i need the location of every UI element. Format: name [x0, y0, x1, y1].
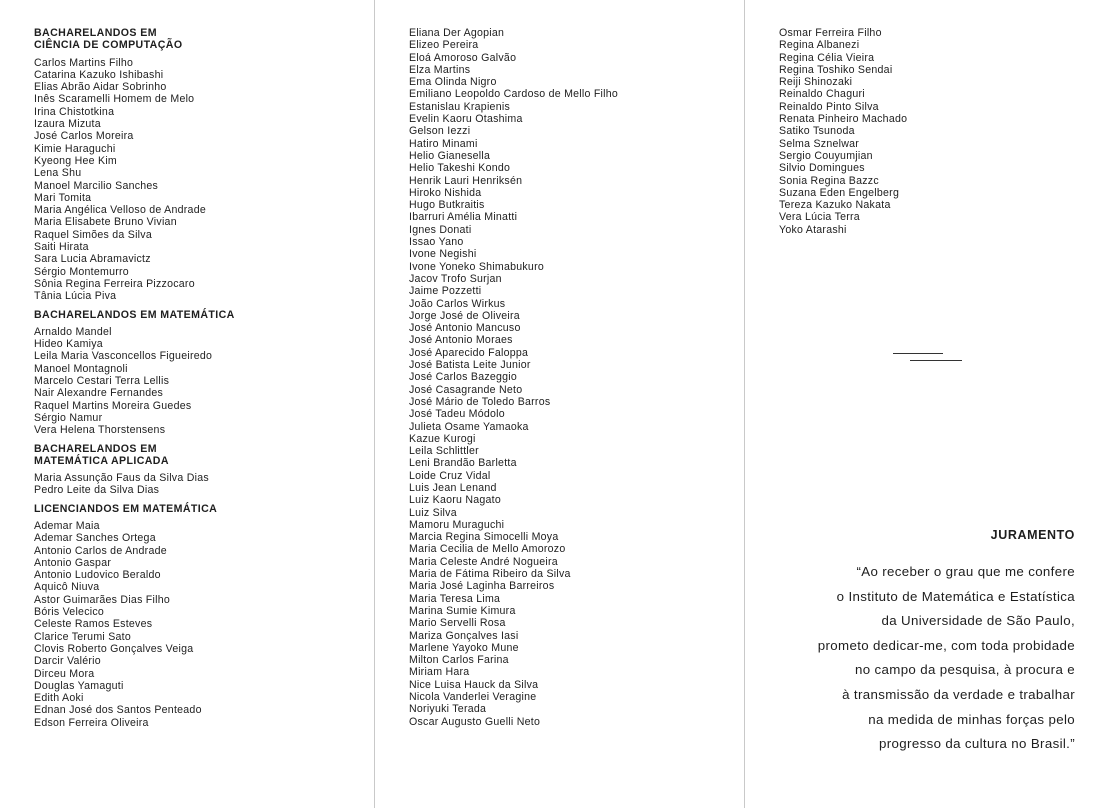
graduate-name: Ivone Yoneko Shimabukuro	[409, 260, 544, 273]
graduate-name: Silvio Domingues	[779, 162, 865, 175]
graduate-name: Jacov Trofo Surjan	[409, 272, 502, 285]
graduate-name: Emiliano Leopoldo Cardoso de Mello Filho	[409, 88, 619, 101]
oath-line: da Universidade de São Paulo,	[881, 613, 1075, 629]
graduate-name: Manoel Montagnoli	[34, 362, 128, 375]
graduate-name: Maria José Laginha Barreiros	[409, 580, 555, 593]
graduate-name: Regina Albanezi	[779, 39, 860, 52]
graduate-name: Ademar Maia	[34, 519, 100, 532]
graduate-name: Luiz Silva	[409, 506, 457, 519]
oath-title: JURAMENTO	[990, 528, 1075, 542]
graduate-name: Kimie Haraguchi	[34, 142, 116, 155]
graduate-name: Maria Cecilia de Mello Amorozo	[409, 543, 566, 556]
graduate-name: Eliana Der Agopian	[409, 27, 505, 39]
graduate-name: Issao Yano	[409, 236, 464, 249]
oath-line: o Instituto de Matemática e Estatística	[836, 588, 1075, 604]
graduate-name: Helio Takeshi Kondo	[409, 162, 511, 175]
graduate-name: Ademar Sanches Ortega	[34, 532, 156, 545]
graduate-name: Sergio Couyumjian	[779, 149, 873, 162]
graduate-name: Manoel Marcilio Sanches	[34, 179, 159, 192]
graduate-name: Izaura Mizuta	[34, 118, 101, 131]
graduate-name: Helio Gianesella	[409, 149, 491, 162]
graduate-name: José Carlos Bazeggio	[409, 371, 518, 384]
graduate-name: Sérgio Namur	[34, 411, 103, 424]
graduate-name: Sonia Regina Bazzc	[779, 174, 879, 187]
graduate-name: Nair Alexandre Fernandes	[34, 387, 164, 400]
graduate-name: Edith Aoki	[34, 692, 84, 705]
graduate-name: Inês Scaramelli Homem de Melo	[34, 93, 195, 106]
graduate-name: Osmar Ferreira Filho	[779, 27, 882, 39]
graduate-name: Antonio Carlos de Andrade	[34, 544, 167, 557]
graduate-name: Regina Toshiko Sendai	[779, 63, 893, 76]
graduate-name: Clovis Roberto Gonçalves Veiga	[34, 642, 194, 655]
graduate-name: Mariza Gonçalves Iasi	[409, 629, 519, 642]
section-heading-line: MATEMÁTICA APLICADA	[34, 454, 169, 467]
graduate-name: José Antonio Moraes	[409, 334, 513, 347]
graduate-name: José Antonio Mancuso	[409, 322, 521, 335]
page-fold-left	[374, 0, 375, 808]
graduate-name: Gelson Iezzi	[409, 125, 471, 138]
graduate-name: José Batista Leite Junior	[409, 359, 531, 372]
graduate-name: Eloá Amoroso Galvão	[409, 51, 517, 64]
graduate-name: Lena Shu	[34, 167, 82, 180]
graduate-name: Edson Ferreira Oliveira	[34, 716, 149, 729]
graduate-name: João Carlos Wirkus	[409, 297, 506, 310]
oath-line: progresso da cultura no Brasil.”	[879, 736, 1075, 752]
graduate-name: Marina Sumie Kimura	[409, 604, 516, 617]
graduate-name: Miriam Hara	[409, 666, 470, 679]
section-heading	[34, 443, 235, 468]
graduate-name: Ignes Donati	[409, 223, 472, 236]
graduate-name: José Casagrande Neto	[409, 383, 523, 396]
degree-section	[34, 443, 235, 497]
graduate-name: Evelin Kaoru Otashima	[409, 113, 523, 126]
degree-section	[34, 503, 235, 729]
graduate-name: Dirceu Mora	[34, 667, 95, 680]
graduate-name: Vera Helena Thorstensens	[34, 424, 166, 437]
graduate-name: Astor Guimarães Dias Filho	[34, 593, 171, 606]
section-heading	[34, 309, 235, 321]
graduate-name: Luiz Kaoru Nagato	[409, 494, 502, 507]
degree-section	[34, 27, 235, 303]
graduate-name: Ibarruri Amélia Minatti	[409, 211, 518, 224]
graduate-name: Celeste Ramos Esteves	[34, 618, 153, 631]
graduate-name: Julieta Osame Yamaoka	[409, 420, 529, 433]
graduate-name: Hugo Butkraitis	[409, 199, 485, 212]
graduate-name: Oscar Augusto Guelli Neto	[409, 715, 541, 728]
graduate-name: Darcir Valério	[34, 655, 101, 668]
oath-line: “Ao receber o grau que me confere	[856, 564, 1075, 579]
graduate-name: Henrik Lauri Henriksén	[409, 174, 523, 187]
graduate-name: Satiko Tsunoda	[779, 125, 855, 138]
graduate-name: Arnaldo Mandel	[34, 325, 112, 338]
graduate-name: Renata Pinheiro Machado	[779, 113, 908, 126]
graduate-name: Antonio Ludovico Beraldo	[34, 569, 161, 582]
graduate-name: Milton Carlos Farina	[409, 654, 509, 667]
graduate-name: Loide Cruz Vidal	[409, 469, 491, 482]
section-heading-line: BACHARELANDOS EM MATEMÁTICA	[34, 308, 235, 321]
graduate-name: Sara Lucia Abramavictz	[34, 253, 151, 266]
graduate-name: Antonio Gaspar	[34, 556, 112, 569]
graduate-name: Leila Schlittler	[409, 445, 479, 458]
graduate-name: Reinaldo Pinto Silva	[779, 100, 879, 113]
graduate-name: Maria Teresa Lima	[409, 592, 501, 605]
decorative-rule-top	[893, 353, 943, 354]
section-heading	[34, 503, 235, 515]
graduate-name: Maria Assunção Faus da Silva Dias	[34, 472, 209, 485]
oath-text	[818, 560, 1075, 757]
graduate-name: Ednan José dos Santos Penteado	[34, 704, 202, 717]
graduate-name: José Mário de Toledo Barros	[409, 395, 551, 408]
graduate-name: Maria Angélica Velloso de Andrade	[34, 204, 206, 217]
graduate-name: Elza Martins	[409, 63, 471, 76]
graduate-name: Leni Brandão Barletta	[409, 457, 517, 470]
graduate-name: Jaime Pozzetti	[409, 285, 482, 298]
graduate-name: Tereza Kazuko Nakata	[779, 199, 891, 212]
page-fold-right	[744, 0, 745, 808]
graduate-name: Nicola Vanderlei Veragine	[409, 691, 537, 704]
graduate-name: Yoko Atarashi	[779, 223, 847, 236]
graduate-name: Douglas Yamaguti	[34, 679, 124, 692]
oath-line: no campo da pesquisa, à procura e	[854, 662, 1075, 678]
graduate-name: Kyeong Hee Kim	[34, 154, 117, 167]
graduate-name: Reiji Shinozaki	[779, 76, 853, 89]
graduate-name: Tânia Lúcia Piva	[34, 290, 117, 303]
graduate-name: Selma Sznelwar	[779, 137, 860, 150]
graduate-name: Marlene Yayoko Mune	[409, 641, 519, 654]
graduate-name: Kazue Kurogi	[409, 432, 476, 445]
graduate-name: Clarice Terumi Sato	[34, 630, 131, 643]
graduate-name: Hideo Kamiya	[34, 338, 103, 351]
graduate-name: Saiti Hirata	[34, 241, 89, 254]
graduate-name: Aquicô Niuva	[34, 581, 100, 594]
graduate-name: Maria de Fátima Ribeiro da Silva	[409, 568, 571, 581]
graduate-name: Jorge José de Oliveira	[409, 309, 520, 322]
graduate-name: Irina Chistotkina	[34, 105, 115, 118]
graduate-name: Hiroko Nishida	[409, 186, 482, 199]
graduate-name: José Tadeu Módolo	[409, 408, 505, 421]
graduate-name: Vera Lúcia Terra	[779, 211, 860, 224]
section-heading	[34, 27, 235, 52]
graduate-name: Raquel Simões da Silva	[34, 228, 152, 241]
graduate-name: Hatiro Minami	[409, 137, 478, 150]
graduate-name: Mario Servelli Rosa	[409, 617, 506, 630]
graduate-name: Raquel Martins Moreira Guedes	[34, 399, 192, 412]
graduate-name: Sônia Regina Ferreira Pizzocaro	[34, 277, 195, 290]
section-heading-line: BACHARELANDOS EM	[34, 442, 157, 455]
graduate-name: Bóris Velecico	[34, 606, 105, 619]
graduate-name: Suzana Eden Engelberg	[779, 186, 900, 199]
column-3	[779, 27, 907, 236]
graduate-name: Marcelo Cestari Terra Lellis	[34, 375, 170, 388]
section-heading-line: BACHARELANDOS EM	[34, 27, 157, 39]
graduate-name: Leila Maria Vasconcellos Figueiredo	[34, 350, 213, 363]
graduate-name: Reinaldo Chaguri	[779, 88, 865, 101]
graduate-name: Luis Jean Lenand	[409, 481, 497, 494]
graduate-name: Noriyuki Terada	[409, 703, 487, 716]
graduate-name: José Carlos Moreira	[34, 130, 134, 143]
graduate-name: Elizeo Pereira	[409, 39, 479, 52]
graduate-name: Sérgio Montemurro	[34, 265, 129, 278]
graduate-name: Regina Célia Vieira	[779, 51, 875, 64]
graduate-name: Estanislau Krapienis	[409, 100, 510, 113]
graduate-name: Nice Luisa Hauck da Silva	[409, 678, 539, 691]
graduate-name: Pedro Leite da Silva Dias	[34, 484, 160, 497]
graduate-name: Catarina Kazuko Ishibashi	[34, 68, 164, 81]
degree-section	[34, 309, 235, 437]
graduate-name: Mamoru Muraguchi	[409, 518, 505, 531]
oath-line: prometo dedicar-me, com toda probidade	[817, 637, 1075, 653]
column-1	[34, 27, 235, 735]
section-heading-line: CIÊNCIA DE COMPUTAÇÃO	[34, 39, 183, 52]
section-heading-line: LICENCIANDOS EM MATEMÁTICA	[34, 502, 218, 515]
column-2	[409, 27, 618, 728]
graduate-name: Ivone Negishi	[409, 248, 477, 261]
graduate-name: Marcia Regina Simocelli Moya	[409, 531, 559, 544]
graduate-name: Maria Elisabete Bruno Vivian	[34, 216, 177, 229]
oath-line: na medida de minhas forças pelo	[868, 711, 1075, 727]
graduate-name: Maria Celeste André Nogueira	[409, 555, 558, 568]
graduate-name: Elias Abrão Aidar Sobrinho	[34, 81, 167, 94]
graduate-name: Mari Tomita	[34, 191, 92, 204]
graduate-name: José Aparecido Faloppa	[409, 346, 529, 359]
oath-line: à transmissão da verdade e trabalhar	[842, 686, 1075, 702]
graduate-name: Ema Olinda Nigro	[409, 76, 497, 89]
decorative-rule-bottom	[910, 360, 962, 361]
graduate-name: Carlos Martins Filho	[34, 56, 134, 69]
